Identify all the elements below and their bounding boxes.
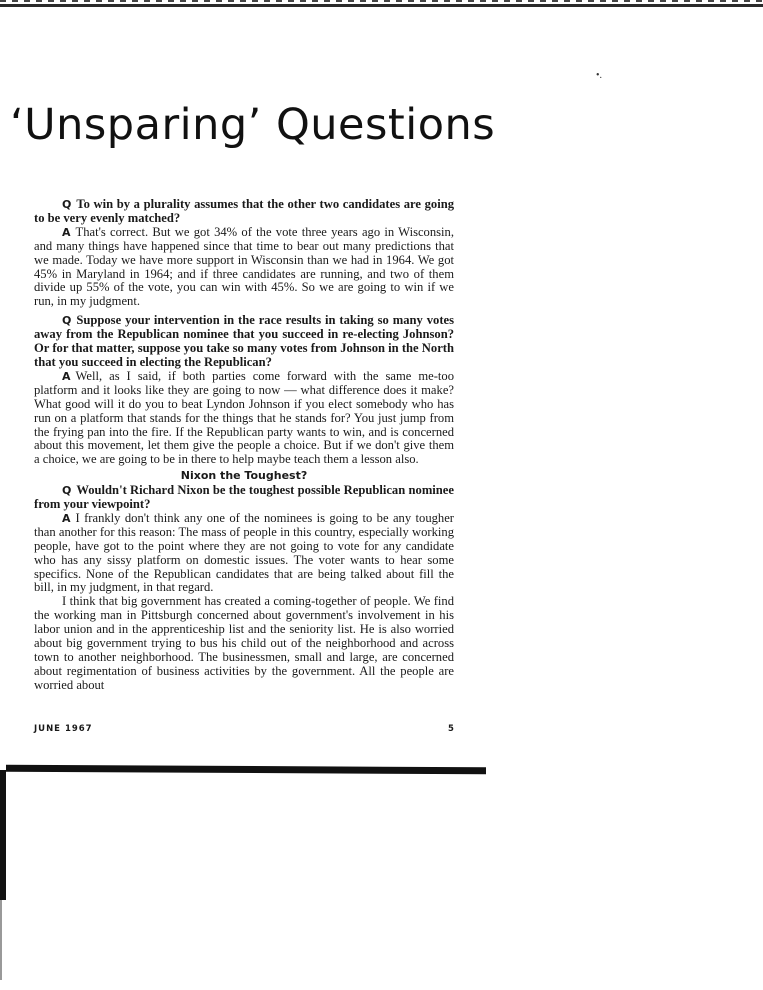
a-label: A	[62, 369, 71, 383]
bottom-black-bar	[6, 765, 486, 775]
print-speck: •.	[596, 70, 603, 81]
footer-date: JUNE 1967	[34, 724, 93, 734]
a-label: A	[62, 225, 71, 239]
question-2: Q Suppose your intervention in the race results in taking so many votes away from the Republican nominee that you succeed in re-electing Johnson? Or for that matter, suppose you take so many votes from Johnson in the North that you succeed in electing the Republican?	[34, 313, 454, 369]
answer-1: A That's correct. But we got 34% of the vote three years ago in Wisconsin, and many things have happened since that time to bear out many predictions that we made. Today we have more support in Wisconsin than we had in 1964. We got 45% in Maryland in 1964; and if three candidates are running, and two of them divide up 55% of the vote, you can win with 45%. So we are going to win if we run, in my judgment.	[34, 224, 454, 309]
top-rule	[0, 4, 763, 7]
answer-2: A Well, as I said, if both parties come forward with the same me-too platform and it looks like they are going to now — what difference does it make? What good will it do you to beat Lyndon Johnson if you elect somebody who has run on a platform that stands for the things that he stands for? You just jump from the frying pan into the fire. If the Republican party wants to win, and is concerned about this movement, let them give the people a choice. But if we don't give them a choice, we are going to be in there to help maybe teach them a lesson also.	[34, 368, 454, 467]
answer-3: A I frankly don't think any one of the nominees is going to be any tougher than another for this reason: The mass of people in this country, especially working people, have got to the point where they are not going to vote for any candidate who has any sissy platform on domestic issues. The voter wants to hear some specifics. None of the Republican candidates that are being talked about fill the bill, in my judgment, in that regard.	[34, 510, 454, 595]
page-title: ‘Unsparing’ Questions	[10, 100, 496, 150]
left-edge-mark	[0, 900, 2, 980]
subheading: Nixon the Toughest?	[180, 469, 308, 483]
q-label: Q	[62, 314, 72, 328]
top-dashed-border	[0, 0, 763, 2]
body-paragraph: I think that big government has created a coming-together of people. We find the working man in Pittsburgh concerned about government's involvement in his labor union and in the apprenticeship list and the seniority list. He is also worried about big government trying to bus his child out of the neighborhood and across town to another neighborhood. The businessmen, small and large, are concerned about regimentation of business activities by the government. All the people are worried about	[34, 594, 454, 692]
q-label: Q	[62, 198, 72, 211]
page-number: 5	[448, 724, 455, 734]
article-body	[34, 198, 454, 693]
question-3: Q Wouldn't Richard Nixon be the toughest possible Republican nominee from your viewpoint?	[34, 483, 454, 512]
a-label: A	[62, 511, 71, 525]
left-black-bar	[0, 770, 6, 900]
q-label: Q	[62, 484, 72, 498]
question-1: Q To win by a plurality assumes that the other two candidates are going to be very evenly matched?	[34, 197, 454, 225]
